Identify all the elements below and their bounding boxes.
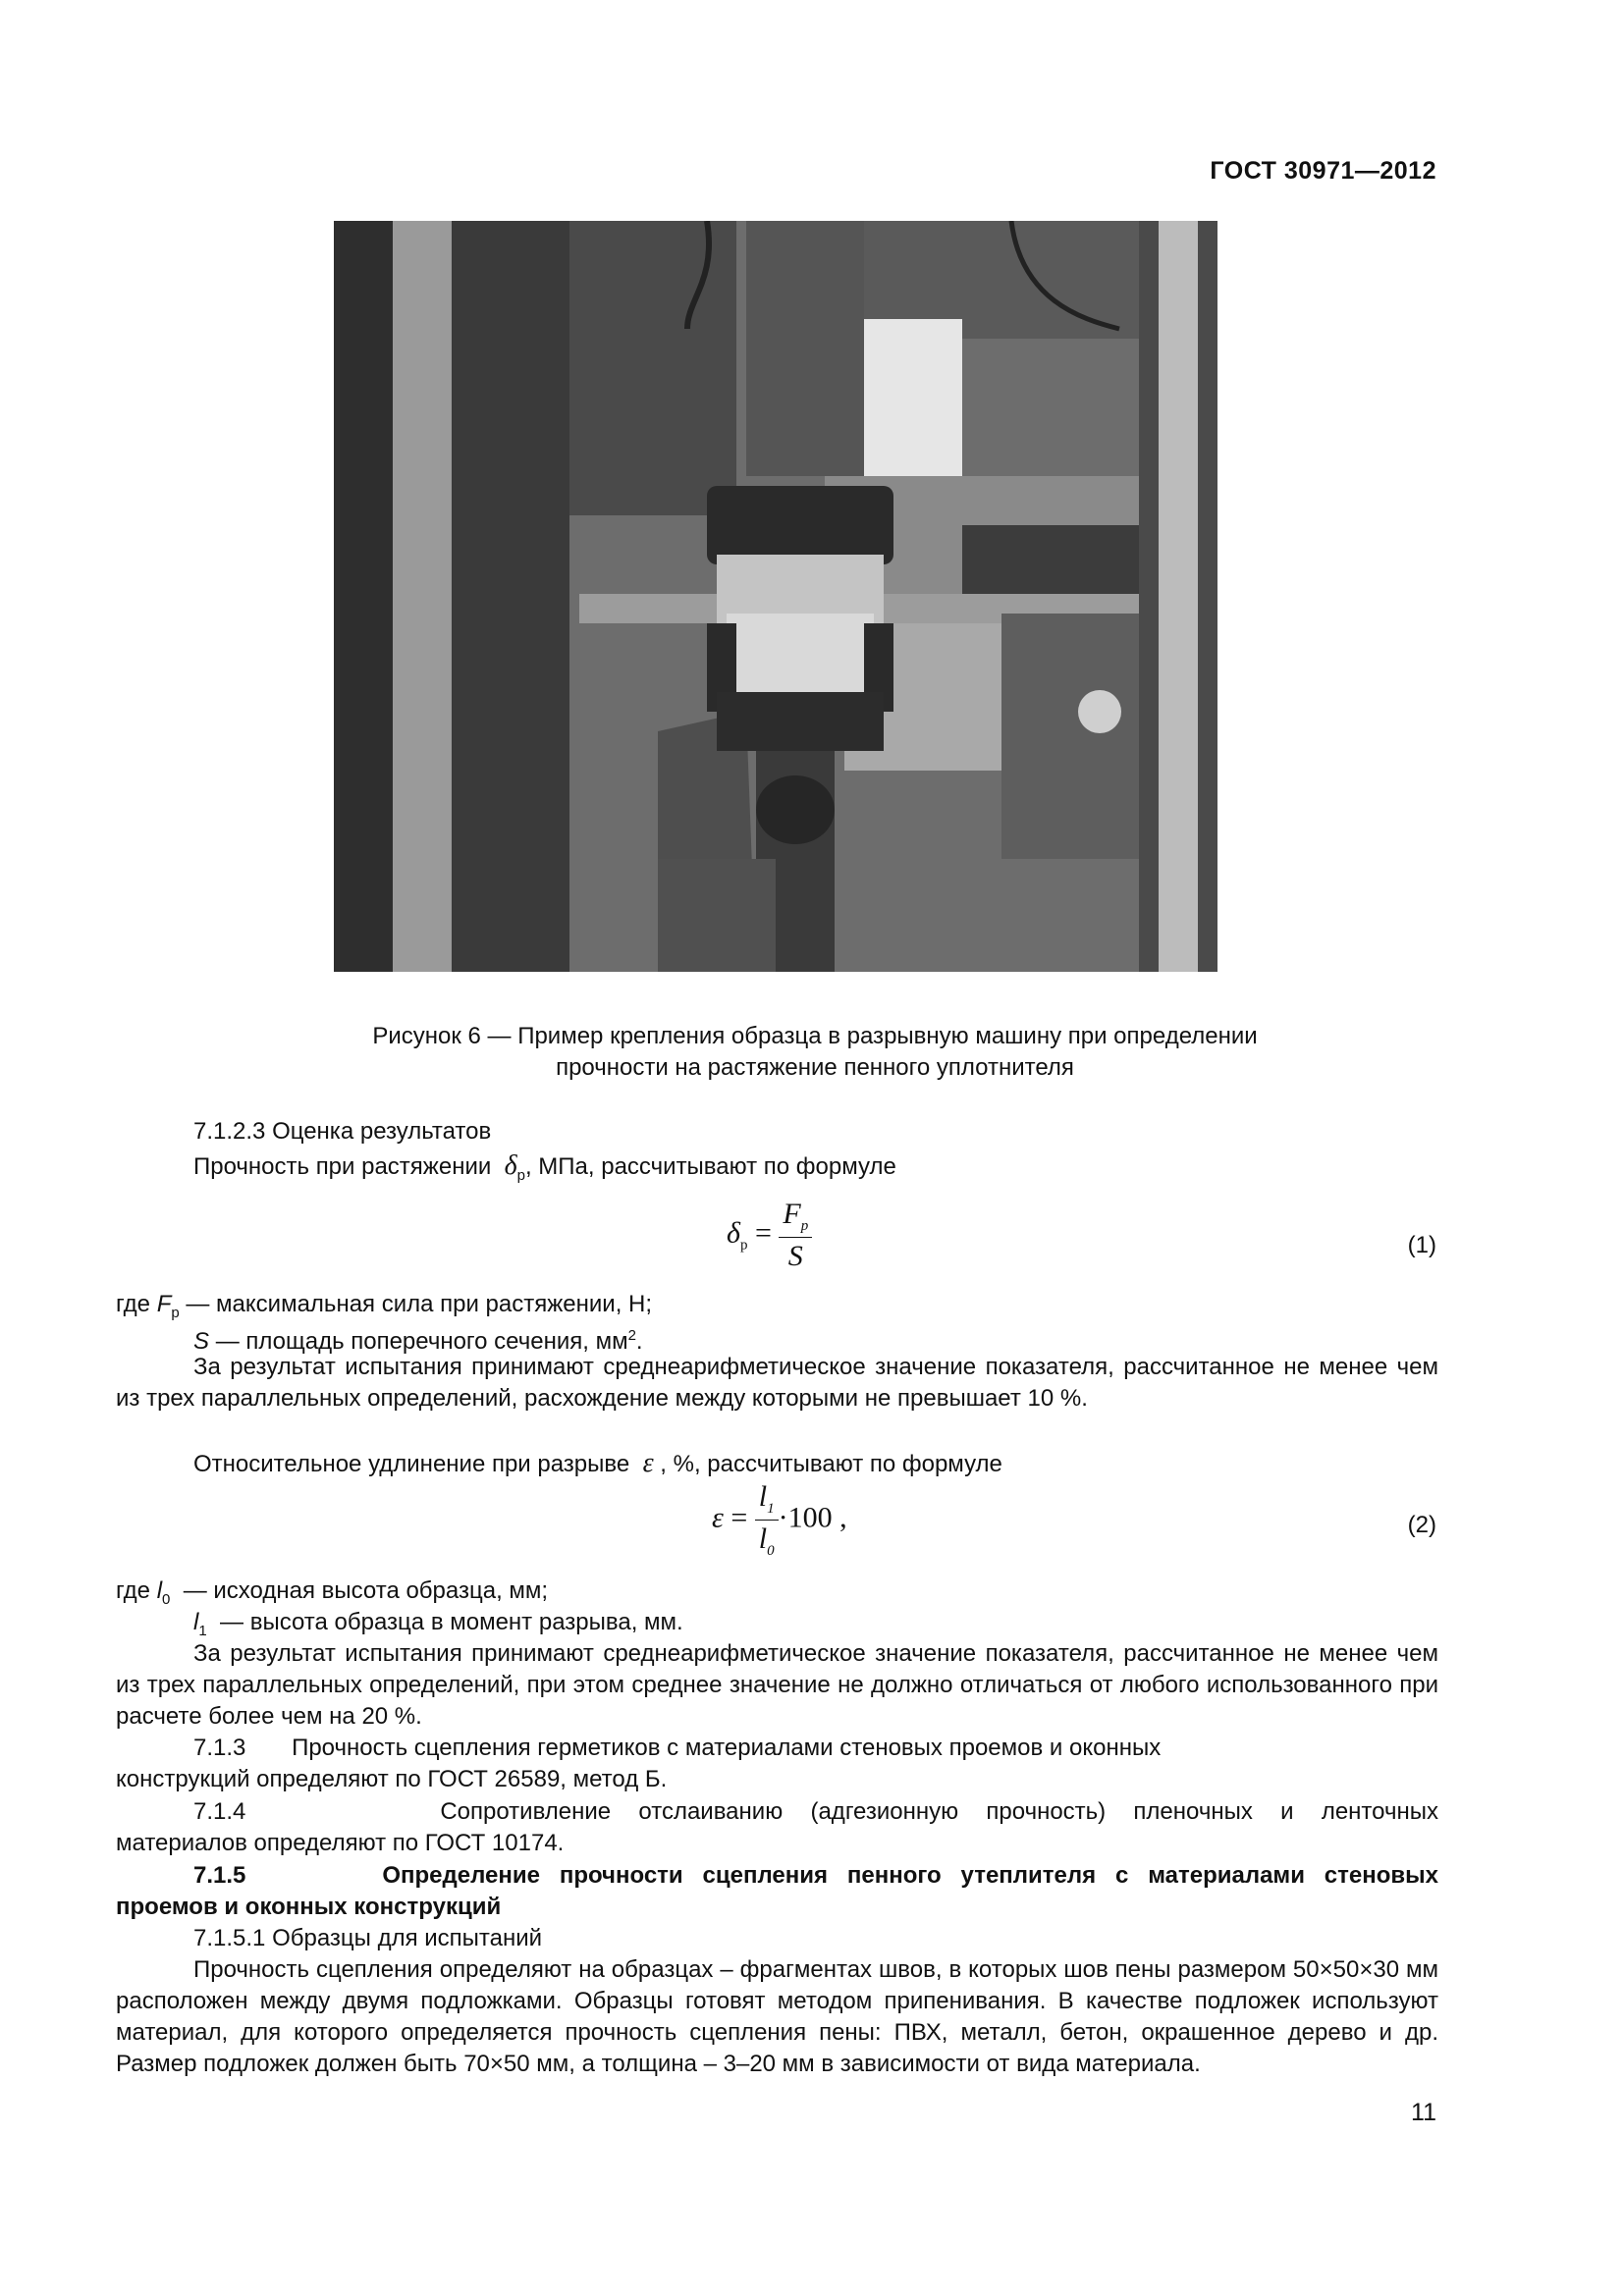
formula-1-fraction: $\frac{F_p}{S}$ [779,1198,812,1273]
where-l0: где $l_0$ — исходная высота образца, мм; [116,1577,549,1608]
section-7151-heading: 7.1.5.1 Образцы для испытаний [193,1925,543,1951]
elongation-intro: Относительное удлинение при разрыве ε , %, рассчитывают по формуле [193,1448,1002,1478]
formula-2: ε = $\frac{l_1}{l_0}$ ·100 , [712,1480,847,1559]
formula-2-fraction: $\frac{l_1}{l_0}$ [755,1480,779,1560]
figure-caption-line-1: Рисунок 6 — Пример крепления образца в разрывную машину при определении [372,1023,1258,1049]
standard-header: ГОСТ 30971—2012 [1210,157,1436,185]
figure-caption-line-2: прочности на растяжение пенного уплотнителя [556,1054,1074,1081]
result-paragraph-2: За результат испытания принимают среднеарифметическое значение показателя, рассчитанное не менее чем из трех параллельных определений, при этом среднее значение не должно отличаться от любого использованного при расчете более чем на 20 %. [116,1640,1438,1730]
section-714: 7.1.4 Сопротивление отслаиванию (адгезионную прочность) пленочных и ленточных [193,1798,1438,1825]
page-number: 11 [1411,2099,1436,2126]
where-l1: $l_1$ — высота образца в момент разрыва, мм. [193,1609,683,1639]
figure-photo-tensile-machine [334,221,1217,972]
where-s: S — площадь поперечного сечения, $мм^2$. [193,1327,643,1355]
where-fp: где $F_р$ — максимальная сила при растяжении, Н; [116,1291,653,1321]
strength-intro-end: , МПа, рассчитывают по формуле [524,1153,896,1180]
section-715-number: 7.1.5 [193,1862,246,1889]
strength-intro: Прочность при растяжении $\delta_р$, МПа, рассчитывают по формуле [193,1150,896,1184]
section-714-line-2: материалов определяют по ГОСТ 10174. [116,1830,565,1856]
formula-2-number: (2) [1407,1512,1436,1538]
result-paragraph-1: За результат испытания принимают среднеарифметическое значение показателя, рассчитанное не менее чем из трех параллельных определений, расхождение между которыми не превышает 10 %. [116,1354,1438,1412]
section-714-number: 7.1.4 [193,1798,246,1825]
formula-1: $\delta_р$ = $\frac{F_p}{S}$ [727,1198,812,1273]
section-715-title: 7.1.5 Определение прочности сцепления пенного утеплителя с материалами стеновых [193,1862,1438,1889]
formula-1-number: (1) [1407,1232,1436,1258]
figure-caption [295,1021,1335,1084]
section-713: 7.1.3 Прочность сцепления герметиков с материалами стеновых проемов и оконных [193,1735,1162,1761]
section-713-line-2: конструкций определяют по ГОСТ 26589, метод Б. [116,1766,668,1792]
section-713-number: 7.1.3 [193,1735,246,1761]
section-7151-body: Прочность сцепления определяют на образцах – фрагментах швов, в которых шов пены размером 50×50×30 мм расположен между двумя подложками. Образцы готовят методом припенивания. В качестве подложек используют материал, для которого определяется прочность сцепления пены: ПВХ, металл, бетон, окрашенное дерево и др. Размер подложек должен быть 70×50 мм, а толщина – 3–20 мм в зависимости от вида материала. [116,1956,1438,2077]
section-7123-heading: 7.1.2.3 Оценка результатов [193,1118,492,1145]
section-715-title-line-2: проемов и оконных конструкций [116,1894,502,1920]
strength-intro-start: Прочность при растяжении [193,1153,492,1180]
